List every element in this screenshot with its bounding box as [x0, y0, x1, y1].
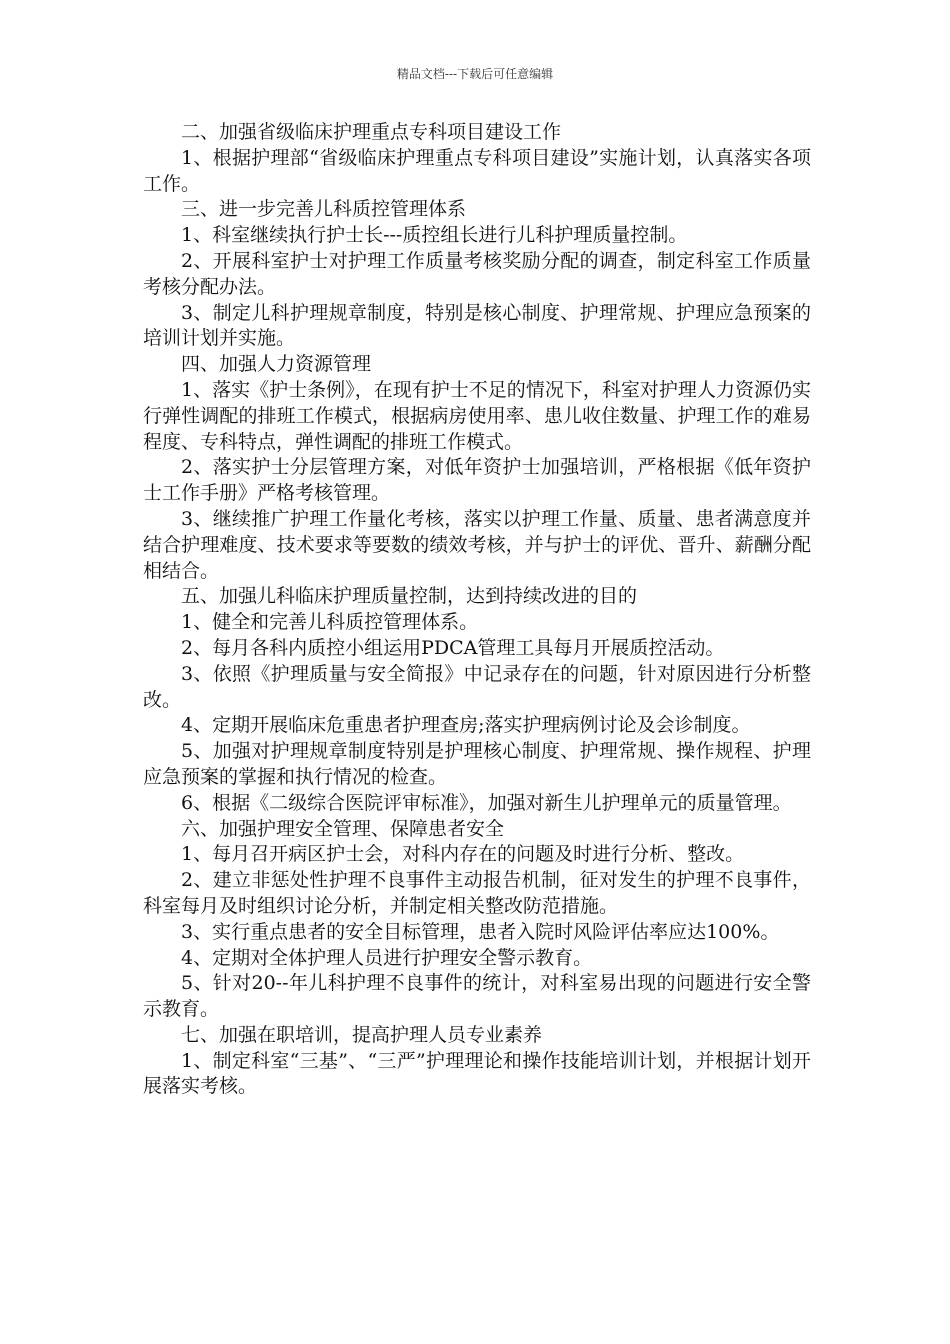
document-body	[143, 120, 811, 1100]
section-heading: 七、加强在职培训，提高护理人员专业素养	[181, 1023, 543, 1046]
paragraph: 3、继续推广护理工作量化考核，落实以护理工作量、质量、患者满意度并结合护理难度、技术要求等要数的绩效考核，并与护士的评优、晋升、薪酬分配相结合。	[143, 507, 811, 582]
paragraph: 2、开展科室护士对护理工作质量考核奖励分配的调查，制定科室工作质量考核分配办法。	[143, 249, 811, 298]
paragraph: 6、根据《二级综合医院评审标准》，加强对新生儿护理单元的质量管理。	[181, 791, 792, 814]
paragraph: 1、每月召开病区护士会，对科内存在的问题及时进行分析、整改。	[181, 843, 745, 866]
paragraph: 1、科室继续执行护士长---质控组长进行儿科护理质量控制。	[181, 224, 688, 247]
paragraph: 2、每月各科内质控小组运用PDCA管理工具每月开展质控活动。	[181, 636, 725, 659]
page-header: 精品文档---下载后可任意编辑	[396, 67, 554, 81]
paragraph: 4、定期开展临床危重患者护理查房;落实护理病例讨论及会诊制度。	[181, 714, 751, 737]
paragraph: 2、建立非惩处性护理不良事件主动报告机制，征对发生的护理不良事件，科室每月及时组织讨论分析，并制定相关整改防范措施。	[143, 869, 811, 917]
section-heading: 三、进一步完善儿科质控管理体系	[181, 198, 467, 221]
paragraph: 5、针对20--年儿科护理不良事件的统计，对科室易出现的问题进行安全警示教育。	[143, 972, 811, 1021]
paragraph: 1、健全和完善儿科质控管理体系。	[181, 611, 479, 634]
paragraph: 4、定期对全体护理人员进行护理安全警示教育。	[181, 946, 593, 969]
section-heading: 二、加强省级临床护理重点专科项目建设工作	[181, 121, 562, 143]
paragraph: 1、根据护理部“省级临床护理重点专科项目建设”实施计划，认真落实各项工作。	[143, 146, 811, 195]
paragraph: 5、加强对护理规章制度特别是护理核心制度、护理常规、操作规程、护理应急预案的掌握和执行情况的检查。	[143, 740, 811, 788]
paragraph: 3、制定儿科护理规章制度，特别是核心制度、护理常规、护理应急预案的培训计划并实施。	[143, 301, 811, 350]
section-heading: 五、加强儿科临床护理质量控制，达到持续改进的目的	[181, 585, 638, 608]
paragraph: 2、落实护士分层管理方案，对低年资护士加强培训，严格根据《低年资护士工作手册》严格考核管理。	[143, 456, 811, 505]
section-heading: 四、加强人力资源管理	[181, 353, 372, 376]
paragraph: 3、依照《护理质量与安全简报》中记录存在的问题，针对原因进行分析整改。	[143, 662, 811, 711]
paragraph: 1、制定科室“三基”、“三严”护理理论和操作技能培训计划，并根据计划开展落实考核。	[143, 1049, 811, 1098]
paragraph: 3、实行重点患者的安全目标管理，患者入院时风险评估率应达100%。	[181, 920, 780, 943]
section-heading: 六、加强护理安全管理、保障患者安全	[181, 817, 505, 840]
paragraph: 1、落实《护士条例》，在现有护士不足的情况下，科室对护理人力资源仍实行弹性调配的排班工作模式，根据病房使用率、患儿收住数量、护理工作的难易程度、专科特点，弹性调配的排班工作模式。	[143, 378, 811, 453]
